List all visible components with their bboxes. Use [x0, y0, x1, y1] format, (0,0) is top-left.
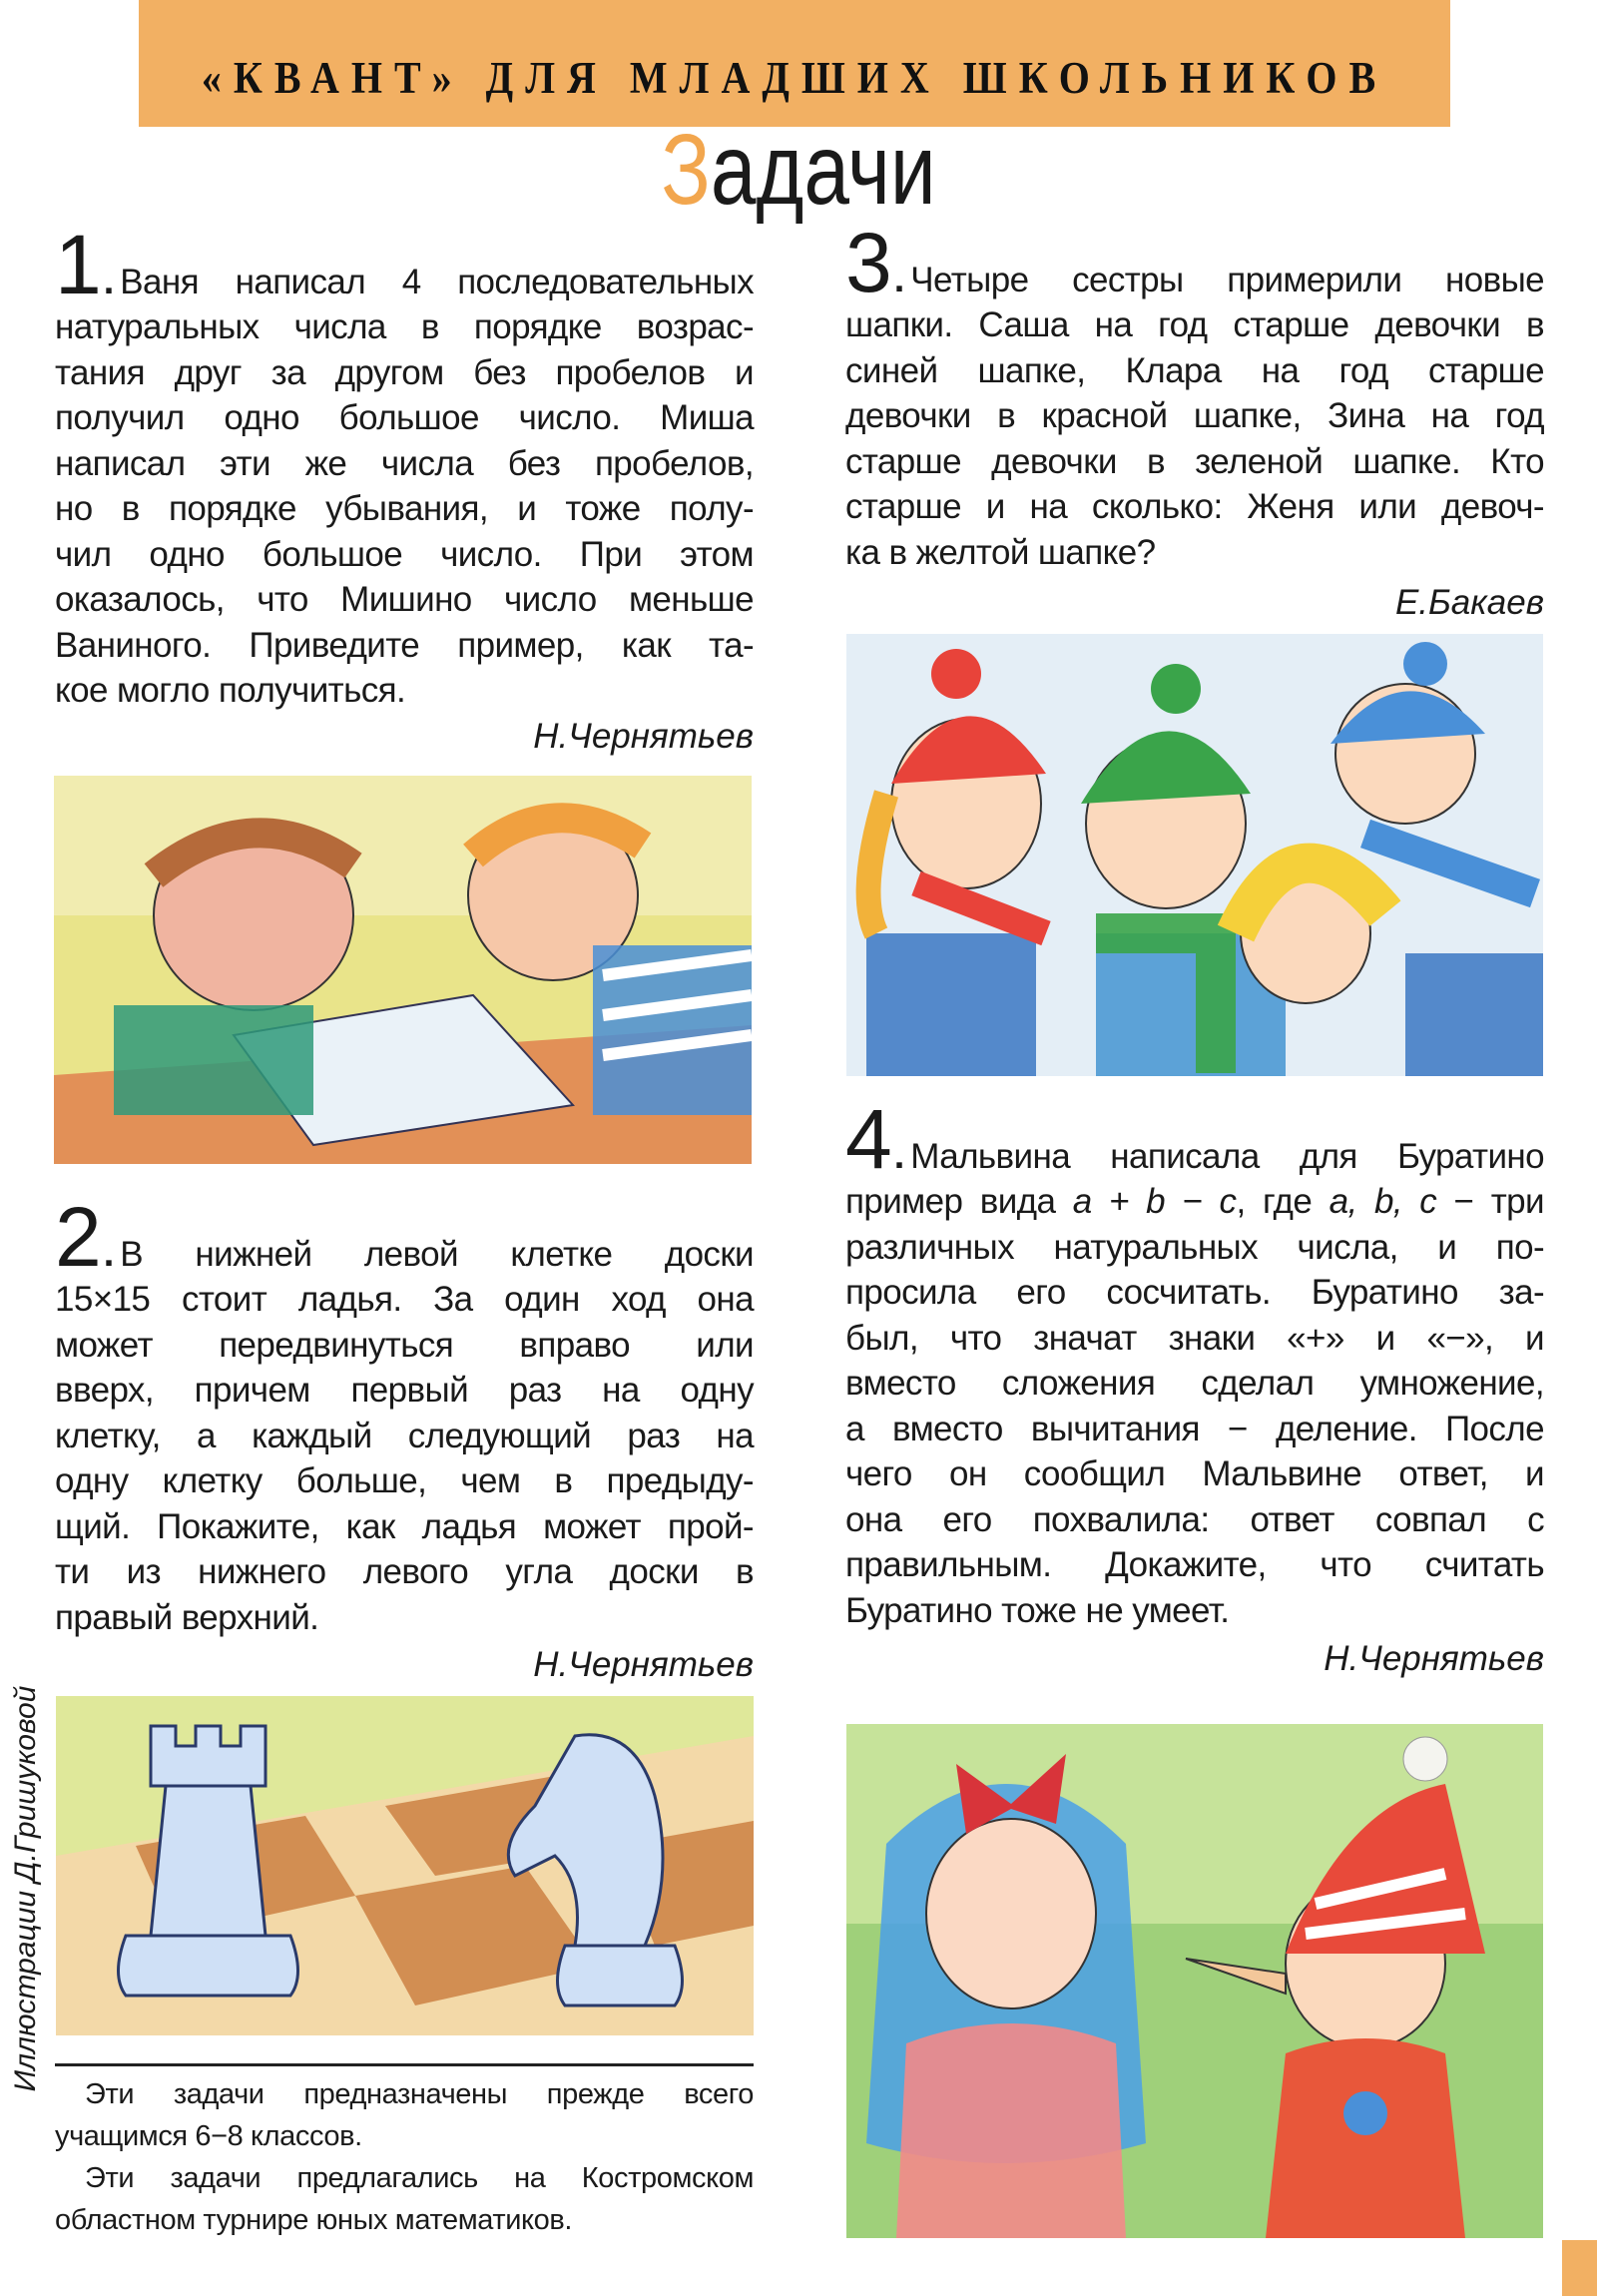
problem-line: девочки в красной шапке, Зина на год	[845, 396, 1544, 435]
problem-line: Четыре сестры примерили новые	[910, 261, 1544, 299]
problem-line: клетку, а каждый следующий раз на	[55, 1416, 754, 1455]
illustration-malvina-and-buratino	[846, 1724, 1543, 2238]
illustration-rook-and-knight	[56, 1696, 754, 2035]
formula: a + b − c	[1072, 1182, 1237, 1221]
problem-line: кое могло получиться.	[55, 671, 406, 710]
problem-4	[845, 1108, 1544, 1633]
problem-line: правый верхний.	[55, 1597, 319, 1637]
page-title	[144, 114, 1453, 226]
problem-line: Ваня написал 4 последовательных	[120, 263, 754, 301]
footnote-line: областном турнире юных математиков.	[55, 2204, 573, 2236]
problem-line: написал эти же числа без пробелов,	[55, 443, 754, 483]
problem-line: правильным. Докажите, что считать	[845, 1545, 1544, 1584]
problem-line: ка в желтой шапке?	[845, 532, 1156, 572]
illustration-credit: Иллюстрации Д.Гришуковой	[9, 1685, 42, 2092]
footnote	[55, 2073, 754, 2241]
problem-2-author: Н.Чернятьев	[533, 1645, 754, 1684]
rubric-banner	[139, 0, 1450, 127]
problem-line: 15×15 стоит ладья. За один ход она	[55, 1280, 754, 1319]
problem-line: но в порядке убывания, и тоже полу-	[55, 489, 754, 528]
problem-line: тания друг за другом без пробелов и	[55, 352, 754, 392]
problem-line: просила его сосчитать. Буратино за-	[845, 1273, 1544, 1312]
formula-variables: a, b, c	[1329, 1182, 1437, 1221]
problem-line: а вместо вычитания − деление. После	[845, 1409, 1544, 1448]
problem-line: старше девочки в зеленой шапке. Кто	[845, 441, 1544, 481]
problem-line: ти из нижнего левого угла доски в	[55, 1552, 754, 1591]
problem-line: Мальвина написала для Буратино	[910, 1137, 1544, 1176]
problem-line: синей шапке, Клара на год старше	[845, 350, 1544, 390]
problem-1	[55, 234, 754, 714]
problem-line: она его похвалила: ответ совпал с	[845, 1499, 1544, 1539]
problem-line: может передвинуться вправо или	[55, 1325, 754, 1365]
problem-line: В нижней левой клетке доски	[120, 1235, 754, 1274]
footnote-line: учащимся 6−8 классов.	[55, 2120, 362, 2152]
rubric-title: «КВАНТ» ДЛЯ МЛАДШИХ ШКОЛЬНИКОВ	[201, 51, 1388, 104]
problem-line: щий. Покажите, как ладья может прой-	[55, 1506, 754, 1546]
problem-line: вверх, причем первый раз на одну	[55, 1371, 754, 1410]
problem-line: шапки. Саша на год старше девочки в	[845, 305, 1544, 344]
problem-line: Ваниного. Приведите пример, как та-	[55, 625, 754, 665]
problem-3	[845, 232, 1544, 575]
problem-line: чил одно большое число. При этом	[55, 534, 754, 574]
problem-line: одну клетку больше, чем в предыду-	[55, 1461, 754, 1500]
problem-number: 1.	[55, 234, 115, 296]
problem-line: вместо сложения сделал умножение,	[845, 1364, 1544, 1403]
problem-2	[55, 1206, 754, 1640]
page-edge-tab	[1562, 2240, 1597, 2296]
problem-line: чего он сообщил Мальвине ответ, и	[845, 1454, 1544, 1493]
title-initial: З	[661, 114, 711, 226]
problem-line: старше и на сколько: Женя или девоч-	[845, 487, 1544, 526]
illustration-boys-with-paper	[54, 776, 752, 1164]
problem-1-author: Н.Чернятьев	[533, 717, 754, 756]
problem-line-with-formula: пример вида a + b − c, где a, b, c − три	[845, 1182, 1544, 1221]
problem-3-author: Е.Бакаев	[1394, 583, 1544, 622]
problem-number: 4.	[845, 1108, 905, 1171]
problem-4-author: Н.Чернятьев	[1324, 1639, 1544, 1678]
footnote-line: Эти задачи предлагались на Костромском	[85, 2162, 754, 2194]
title-rest: адачи	[710, 114, 936, 226]
footnote-line: Эти задачи предназначены прежде всего	[85, 2078, 754, 2110]
problem-number: 2.	[55, 1206, 115, 1269]
problem-line: Буратино тоже не умеет.	[845, 1590, 1230, 1630]
illustration-four-sisters	[846, 634, 1543, 1076]
problem-number: 3.	[845, 232, 905, 294]
problem-line: был, что значат знаки «+» и «−», и	[845, 1318, 1544, 1358]
problem-line: оказалось, что Мишино число меньше	[55, 580, 754, 619]
problem-line: получил одно большое число. Миша	[55, 398, 754, 437]
problem-line: натуральных числа в порядке возрас-	[55, 307, 754, 346]
footnote-divider	[55, 2063, 754, 2066]
problem-line: различных натуральных числа, и по-	[845, 1227, 1544, 1267]
